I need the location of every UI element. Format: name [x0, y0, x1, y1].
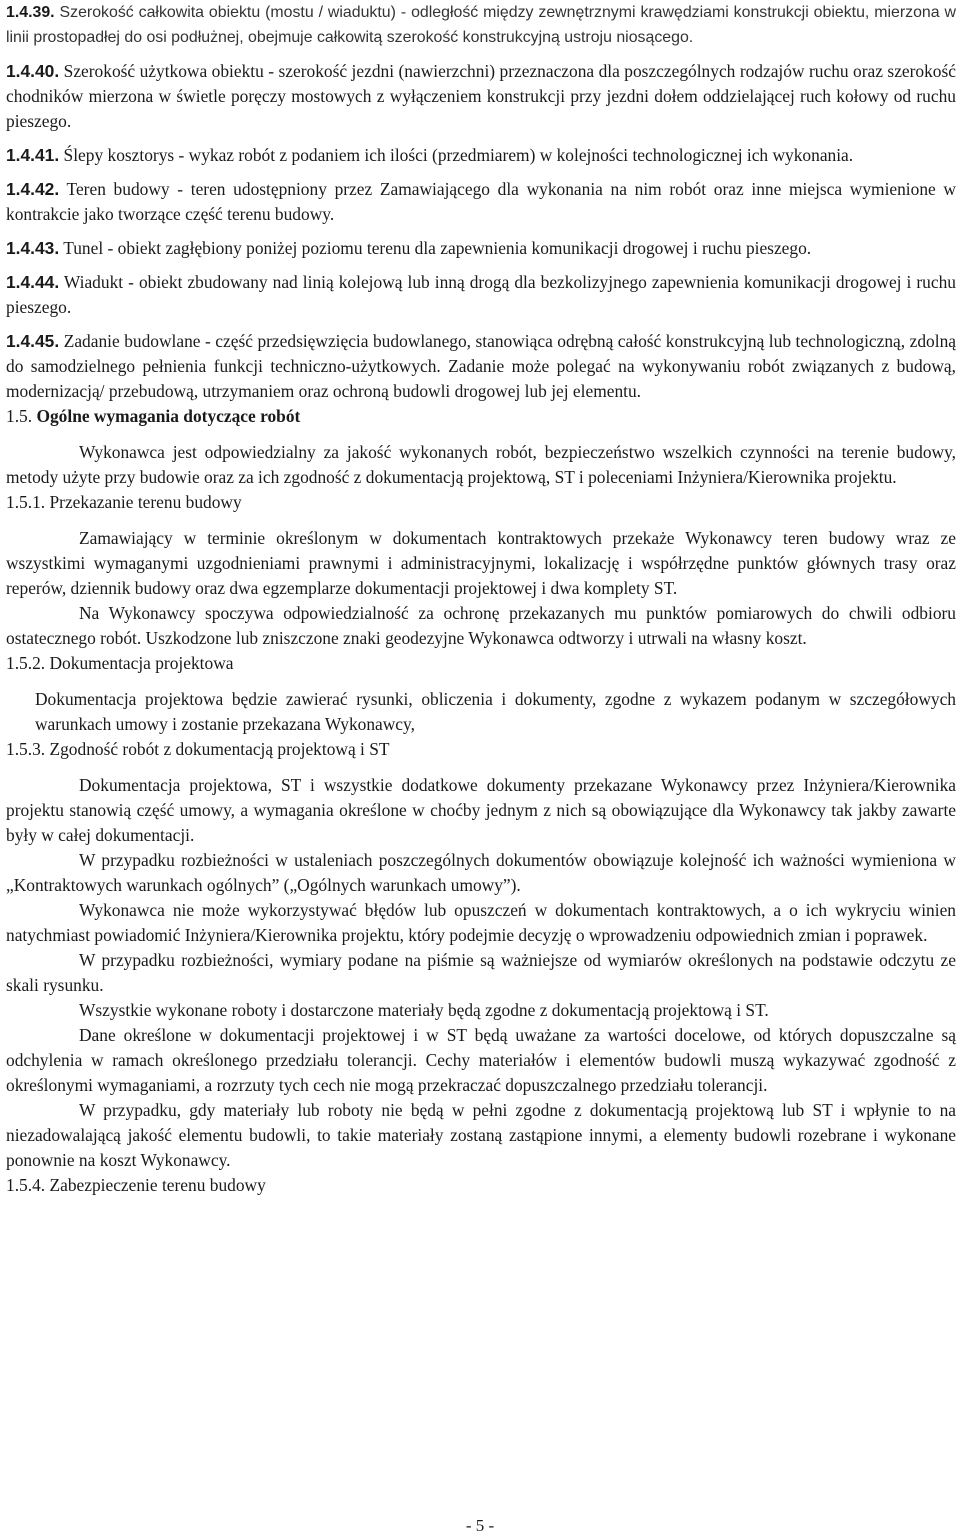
- definition-text: Tunel - obiekt zagłębiony poniżej poziomu terenu dla zapewnienia komunikacji drogowej i ruchu pieszego.: [59, 238, 812, 258]
- section-1-5-2-paragraph: Dokumentacja projektowa będzie zawierać rysunki, obliczenia i dokumenty, zgodne z wykazem podanym w szczegółowych warunkach umowy i zostanie przekazana Wykonawcy,: [35, 689, 956, 734]
- definition-number: 1.4.43.: [6, 238, 60, 258]
- definition-text: Zadanie budowlane - część przedsięwzięcia budowlanego, stanowiąca odrębną całość konstrukcyjną lub technologiczną, zdolną do samodzielnego pełnienia funkcji techniczno-użytkowych. Zadanie może polegać na wykonywaniu robót związanych z budową, modernizacją/ przebudową, utrzymaniem oraz ochroną budowli drogowej lub jej elementu.: [6, 331, 956, 401]
- section-number: 1.5.2.: [6, 653, 46, 673]
- section-1-5-3-paragraph: W przypadku, gdy materiały lub roboty nie będą w pełni zgodne z dokumentacją projektową lub ST i wpłynie to na niezadowalającą jakość elementu budowli, to takie materiały zostaną zastąpione innymi, a elementy budowli rozebrane i wykonane ponownie na koszt Wykonawcy.: [6, 1100, 956, 1170]
- definition-text: Ślepy kosztorys - wykaz robót z podaniem ich ilości (przedmiarem) w kolejności technologicznej ich wykonania.: [59, 145, 854, 165]
- definition-1-4-44: [6, 270, 956, 320]
- definition-1-4-45: [6, 329, 956, 404]
- section-title: Dokumentacja projektowa: [45, 653, 234, 673]
- section-1-5-intro: Wykonawca jest odpowiedzialny za jakość wykonanych robót, bezpieczeństwo wszelkich czynności na terenie budowy, metody użyte przy budowie oraz za ich zgodność z dokumentacją projektową, ST i poleceniami Inżyniera/Kierownika projektu.: [6, 442, 956, 487]
- section-heading-1-5-4: [6, 1173, 956, 1198]
- section-title: Przekazanie terenu budowy: [45, 492, 242, 512]
- definition-text: Szerokość całkowita obiektu (mostu / wiaduktu) - odległość między zewnętrznymi krawędziami konstrukcji obiektu, mierzona w linii prostopadłej do osi podłużnej, obejmuje całkowitą szerokość konstrukcyjną ustroju niosącego.: [6, 4, 956, 46]
- section-1-5-1-paragraph: Zamawiający w terminie określonym w dokumentach kontraktowych przekaże Wykonawcy teren budowy wraz ze wszystkimi wymaganymi uzgodnieniami prawnymi i administracyjnymi, lokalizację i współrzędne punktów głównych trasy oraz reperów, dziennik budowy oraz dwa egzemplarze dokumentacji projektowej i dwa komplety ST.: [6, 528, 956, 598]
- definition-text: Wiadukt - obiekt zbudowany nad linią kolejową lub inną drogą dla bezkolizyjnego zapewnienia komunikacji drogowej i ruchu pieszego.: [6, 272, 956, 317]
- section-1-5-3-paragraph: Dokumentacja projektowa, ST i wszystkie dodatkowe dokumenty przekazane Wykonawcy przez Inżyniera/Kierownika projektu stanowią część umowy, a wymagania określone w choćby jednym z nich są obowiązujące dla Wykonawcy tak jakby zawarte były w całej dokumentacji.: [6, 775, 956, 845]
- definition-text: Teren budowy - teren udostępniony przez Zamawiającego dla wykonania na nim robót oraz inne miejsca wymienione w kontrakcie jako tworzące część terenu budowy.: [6, 179, 956, 224]
- section-number: 1.5.4.: [6, 1175, 46, 1195]
- section-1-5-3-paragraph: Wszystkie wykonane roboty i dostarczone materiały będą zgodne z dokumentacją projektową i ST.: [79, 1000, 769, 1020]
- definition-1-4-42: [6, 177, 956, 227]
- section-heading-1-5-1: [6, 490, 956, 515]
- section-1-5-3-paragraph: W przypadku rozbieżności w ustaleniach poszczególnych dokumentów obowiązuje kolejność ich ważności wymieniona w „Kontraktowych warunkach ogólnych” („Ogólnych warunkach umowy”).: [6, 850, 956, 895]
- section-number: 1.5.: [6, 406, 33, 426]
- definition-number: 1.4.44.: [6, 272, 60, 292]
- section-title: Ogólne wymagania dotyczące robót: [32, 406, 301, 426]
- definition-1-4-40: [6, 59, 956, 134]
- section-1-5-1-paragraph: Na Wykonawcy spoczywa odpowiedzialność za ochronę przekazanych mu punktów pomiarowych do chwili odbioru ostatecznego robót. Uszkodzone lub zniszczone znaki geodezyjne Wykonawca odtworzy i utrwali na własny koszt.: [6, 603, 956, 648]
- section-1-5-3-paragraph: Dane określone w dokumentacji projektowej i w ST będą uważane za wartości docelowe, od których dopuszczalne są odchylenia w ramach określonego przedziału tolerancji. Cechy materiałów i elementów budowli muszą wykazywać zgodność z określonymi wymaganiami, a rozrzuty tych cech nie mogą przekraczać dopuszczalnego przedziału tolerancji.: [6, 1025, 956, 1095]
- section-number: 1.5.3.: [6, 739, 46, 759]
- page-number: - 5 -: [465, 1516, 495, 1535]
- section-heading-1-5-2: [6, 651, 956, 676]
- section-number: 1.5.1.: [6, 492, 46, 512]
- definition-number: 1.4.40.: [6, 61, 60, 81]
- definition-1-4-39: [6, 0, 956, 50]
- definition-text: Szerokość użytkowa obiektu - szerokość jezdni (nawierzchni) przeznaczona dla poszczególnych rodzajów ruchu oraz szerokość chodników mierzona w świetle poręczy mostowych z wyłączeniem konstrukcji przy jezdni dołem oddzielającej ruch kołowy od ruchu pieszego.: [6, 61, 956, 131]
- definition-number: 1.4.42.: [6, 179, 60, 199]
- section-1-5-3-paragraph: W przypadku rozbieżności, wymiary podane na piśmie są ważniejsze od wymiarów określonych na podstawie odczytu ze skali rysunku.: [6, 950, 956, 995]
- definition-number: 1.4.45.: [6, 331, 60, 351]
- definition-1-4-41: [6, 143, 956, 168]
- section-title: Zabezpieczenie terenu budowy: [45, 1175, 266, 1195]
- definition-1-4-43: [6, 236, 956, 261]
- definition-number: 1.4.41.: [6, 145, 60, 165]
- section-title: Zgodność robót z dokumentacją projektową i ST: [45, 739, 390, 759]
- definition-number: 1.4.39.: [6, 4, 55, 21]
- document-page: [6, 0, 956, 1198]
- section-heading-1-5: [6, 404, 956, 429]
- section-heading-1-5-3: [6, 737, 956, 762]
- section-1-5-3-paragraph: Wykonawca nie może wykorzystywać błędów lub opuszczeń w dokumentach kontraktowych, a o ich wykryciu winien natychmiast powiadomić Inżyniera/Kierownika projektu, który podejmie decyzję o wprowadzeniu odpowiednich zmian i poprawek.: [6, 900, 956, 945]
